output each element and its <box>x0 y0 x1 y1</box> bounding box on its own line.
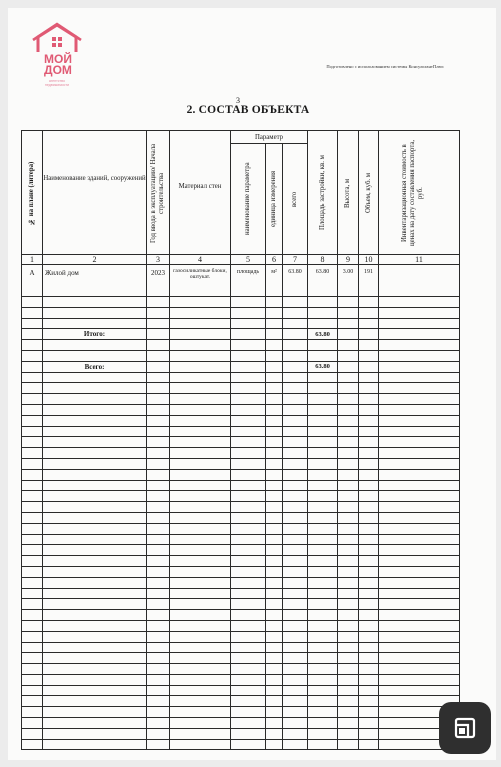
header-year: Год ввода в эксплуатацию/ Начала строительства <box>147 131 170 255</box>
header-height: Высота, м <box>338 131 359 255</box>
column-number-row: 1 2 3 4 5 6 7 8 9 10 11 <box>22 255 460 265</box>
object-composition-table <box>21 130 460 750</box>
logo-sub1: агентство <box>48 79 66 83</box>
header-built-area: Площадь застройки, кв. м <box>308 131 338 255</box>
itogo-row: Итого: 63.80 <box>22 329 460 340</box>
logo-line1: МОЙ <box>44 52 72 66</box>
header-wall-material: Материал стен <box>170 131 231 255</box>
page-number: 3 <box>236 96 240 105</box>
logo-line2: ДОМ <box>44 63 72 77</box>
page-title: 2. СОСТАВ ОБЪЕКТА <box>186 104 310 116</box>
vsego-row: Всего: 63.80 <box>22 361 460 372</box>
document-frame-icon <box>453 716 477 740</box>
scan-view-button[interactable] <box>439 702 491 754</box>
table-row: А Жилой дом 2023 газосиликатные блоки, оштукат. площадь м² 63.80 63.80 3.00 191 <box>22 265 460 297</box>
header-inventory-cost: Инвентаризационная стоимость в ценах на дату составления паспорта, руб. <box>379 131 460 255</box>
header-plan-number: № на плане (литера) <box>22 131 43 255</box>
header-building-name: Наименование зданий, сооружений <box>43 131 147 255</box>
house-icon <box>28 22 86 56</box>
header-volume: Объем, куб. м <box>359 131 379 255</box>
document-page <box>8 8 496 760</box>
header-param-name: наименование параметра <box>231 144 266 255</box>
agency-logo <box>28 22 86 94</box>
header-unit: единица измерения <box>266 144 283 255</box>
source-caption: Подготовлено с использованием системы КонсультантПлюс <box>326 64 444 69</box>
logo-sub2: недвижимости <box>44 83 70 87</box>
header-total: всего <box>283 144 308 255</box>
header-parameter: Параметр <box>231 131 308 144</box>
